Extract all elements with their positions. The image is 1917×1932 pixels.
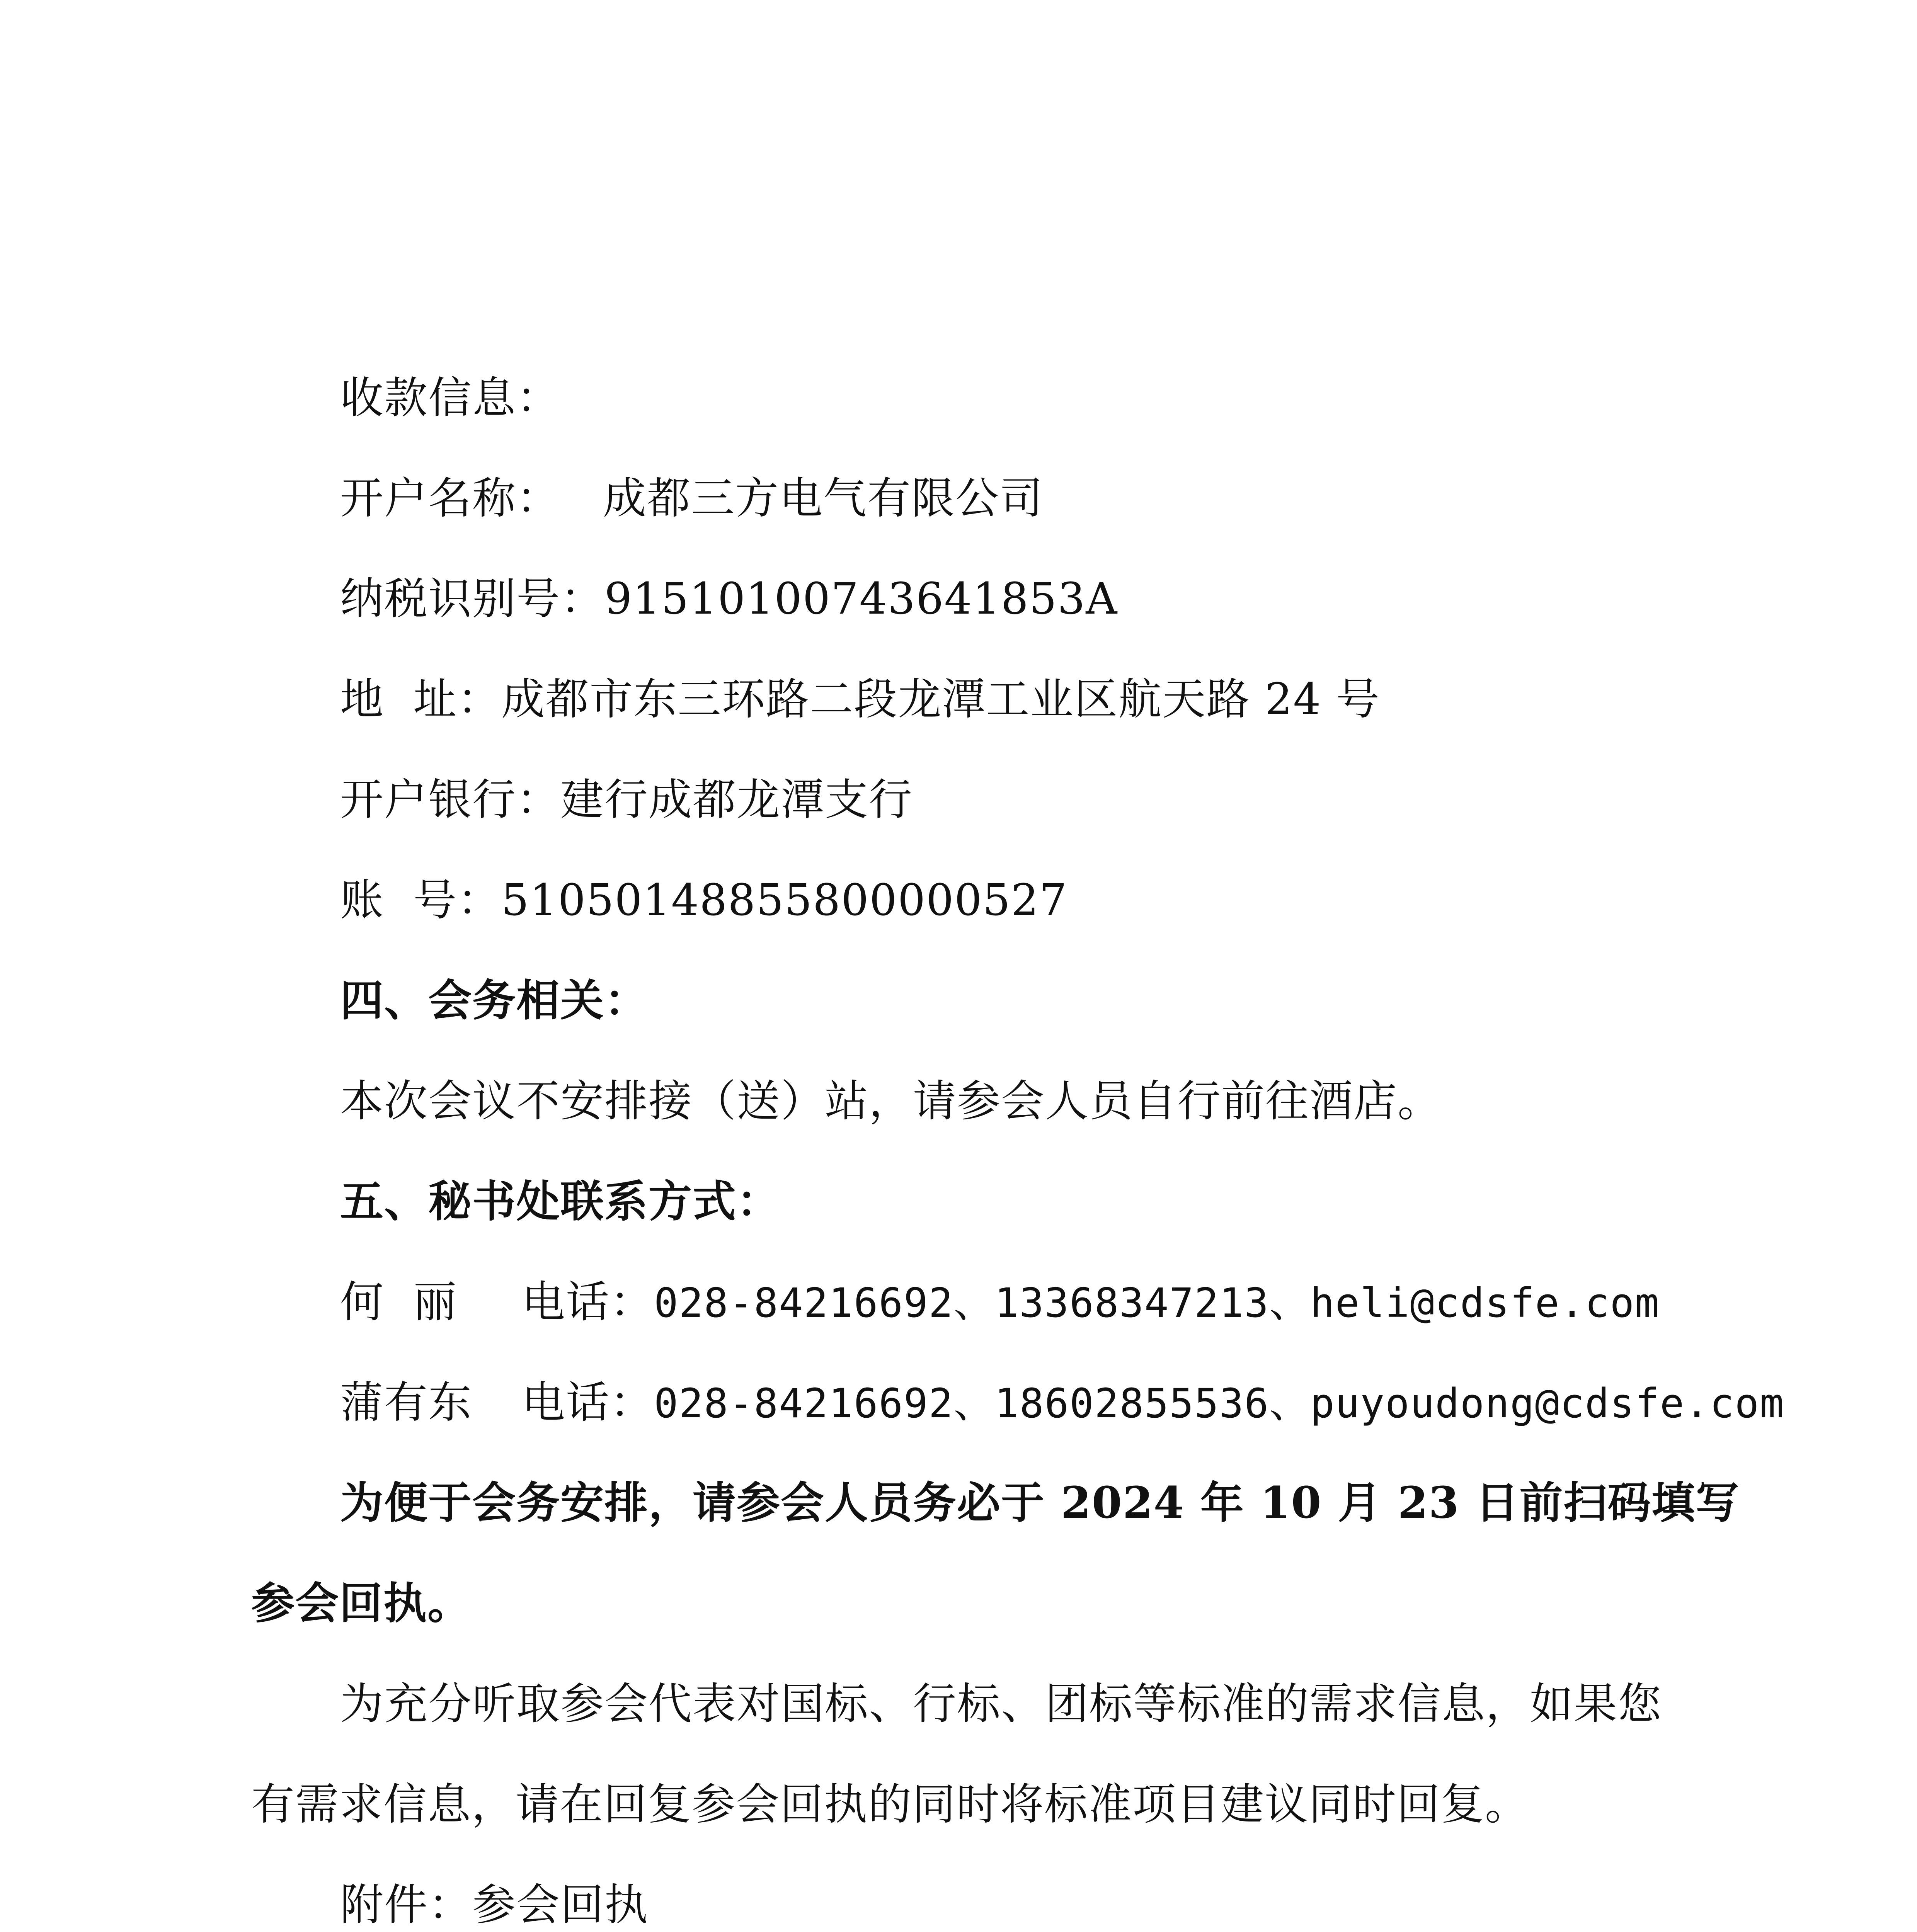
- bank-value: 建行成都龙潭支行: [560, 775, 913, 825]
- account-name-label: 开户名称：: [340, 473, 560, 524]
- tax-id-row: [340, 572, 1118, 626]
- contact-details: 028-84216692、18602855536、puyoudong@cdsfe.com: [654, 1380, 1785, 1427]
- bank-label: 开户银行：: [340, 775, 560, 825]
- contact-row: [340, 1275, 1660, 1330]
- contact-phone-label: 电话：: [522, 1378, 654, 1428]
- address-label: 地 址：: [340, 674, 502, 724]
- attachment-line: 附件：参会回执: [340, 1880, 649, 1930]
- account-number-label: 账 号：: [340, 875, 502, 925]
- contact-name: 何 丽: [340, 1277, 458, 1327]
- payment-info-heading: 收款信息：: [340, 373, 560, 423]
- section4-body: 本次会议不安排接（送）站，请参会人员自行前往酒店。: [340, 1076, 1442, 1126]
- address-value: 成都市东三环路二段龙潭工业区航天路 24 号: [501, 674, 1380, 724]
- contact-row: [340, 1376, 1785, 1430]
- account-name-row: [340, 471, 1044, 526]
- address-row: [340, 672, 1380, 726]
- tax-id-label: 纳税识别号：: [340, 574, 604, 624]
- contact-name: 蒲有东: [340, 1378, 472, 1428]
- registration-notice-line1: 为便于会务安排，请参会人员务必于 2024 年 10 月 23 日前扫码填写: [340, 1478, 1740, 1528]
- tax-id-value: 91510100743641853A: [604, 574, 1118, 624]
- section5-heading: 五、秘书处联系方式：: [340, 1176, 781, 1227]
- section4-heading: 四、会务相关：: [340, 975, 649, 1026]
- standards-paragraph-line2: 有需求信息，请在回复参会回执的同时将标准项目建议同时回复。: [251, 1779, 1529, 1830]
- bank-row: [340, 773, 913, 827]
- account-name-value: 成都三方电气有限公司: [603, 473, 1044, 524]
- registration-notice-line2: 参会回执。: [251, 1578, 472, 1629]
- standards-paragraph-line1: 为充分听取参会代表对国标、行标、团标等标准的需求信息，如果您: [340, 1679, 1662, 1729]
- contact-details: 028-84216692、13368347213、heli@cdsfe.com: [654, 1279, 1660, 1327]
- account-number-row: [340, 873, 1067, 927]
- contact-phone-label: 电话：: [522, 1277, 654, 1327]
- account-number-value: 51050148855800000527: [501, 875, 1068, 925]
